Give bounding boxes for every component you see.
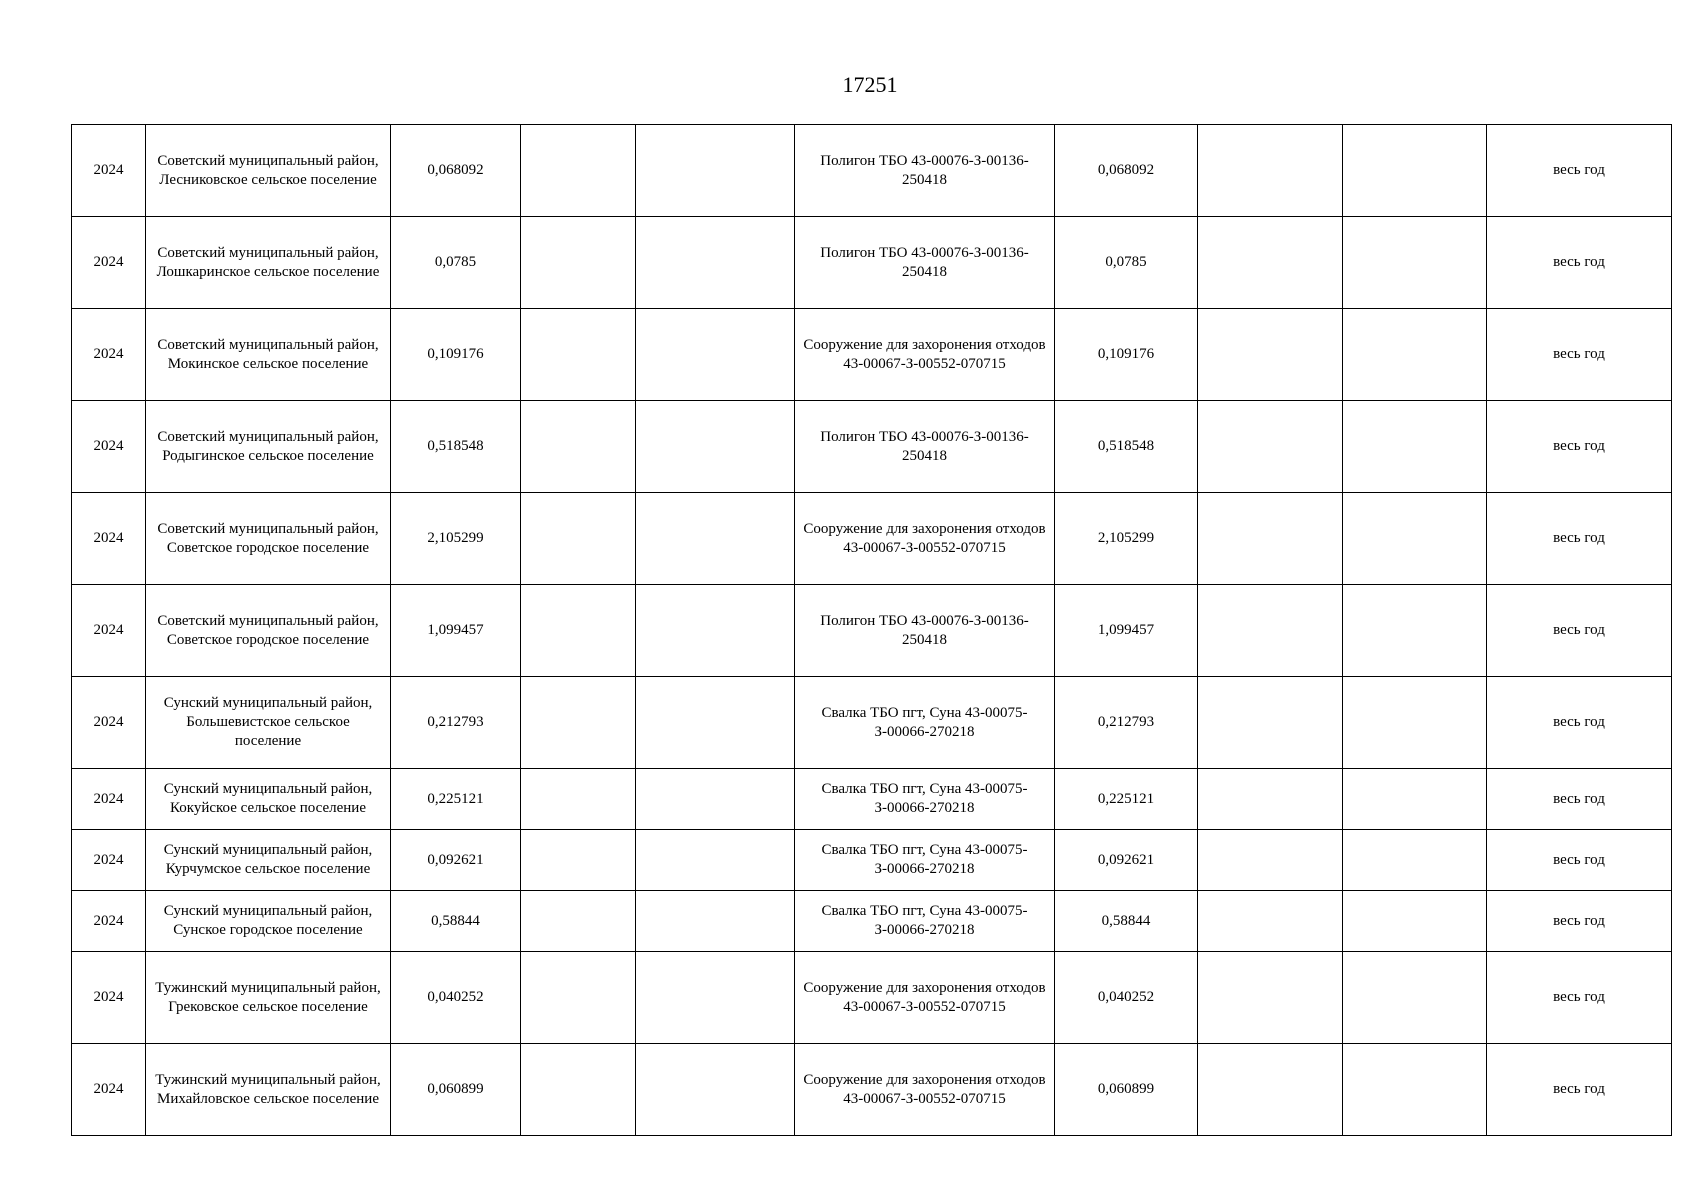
table-row — [72, 217, 1672, 309]
cell-territory: Сунский муниципальный район, Курчумское сельское поселение — [146, 830, 391, 891]
cell-period: весь год — [1487, 769, 1672, 830]
cell-period: весь год — [1487, 952, 1672, 1044]
cell-year: 2024 — [72, 830, 146, 891]
cell-empty — [636, 891, 795, 952]
cell-facility: Свалка ТБО пгт, Суна 43-00075-З-00066-270218 — [795, 830, 1055, 891]
cell-empty — [521, 585, 636, 677]
cell-period: весь год — [1487, 891, 1672, 952]
table-row — [72, 585, 1672, 677]
cell-empty — [1198, 677, 1343, 769]
cell-facility: Сооружение для захоронения отходов 43-00067-З-00552-070715 — [795, 309, 1055, 401]
cell-empty — [636, 401, 795, 493]
table-row — [72, 952, 1672, 1044]
cell-volume-facility: 0,092621 — [1055, 830, 1198, 891]
table-row — [72, 677, 1672, 769]
cell-year: 2024 — [72, 309, 146, 401]
cell-facility: Сооружение для захоронения отходов 43-00067-З-00552-070715 — [795, 493, 1055, 585]
cell-empty — [1198, 585, 1343, 677]
cell-empty — [1198, 769, 1343, 830]
cell-empty — [636, 125, 795, 217]
cell-facility: Полигон ТБО 43-00076-З-00136-250418 — [795, 217, 1055, 309]
cell-empty — [1198, 309, 1343, 401]
cell-period: весь год — [1487, 217, 1672, 309]
cell-volume: 1,099457 — [391, 585, 521, 677]
data-table — [71, 124, 1672, 1136]
cell-empty — [1343, 891, 1487, 952]
cell-volume: 0,060899 — [391, 1044, 521, 1136]
cell-facility: Свалка ТБО пгт, Суна 43-00075-З-00066-270218 — [795, 891, 1055, 952]
cell-volume: 2,105299 — [391, 493, 521, 585]
table-row — [72, 769, 1672, 830]
cell-empty — [521, 1044, 636, 1136]
cell-empty — [1198, 401, 1343, 493]
cell-empty — [521, 309, 636, 401]
cell-empty — [521, 125, 636, 217]
cell-year: 2024 — [72, 217, 146, 309]
cell-volume-facility: 0,518548 — [1055, 401, 1198, 493]
table-row — [72, 830, 1672, 891]
cell-volume-facility: 1,099457 — [1055, 585, 1198, 677]
cell-territory: Советский муниципальный район, Советское городское поселение — [146, 493, 391, 585]
cell-volume: 0,068092 — [391, 125, 521, 217]
table-body — [72, 125, 1672, 1136]
cell-volume-facility: 0,040252 — [1055, 952, 1198, 1044]
cell-empty — [636, 217, 795, 309]
cell-empty — [1198, 493, 1343, 585]
cell-empty — [1343, 401, 1487, 493]
cell-empty — [636, 952, 795, 1044]
cell-period: весь год — [1487, 493, 1672, 585]
cell-empty — [1343, 952, 1487, 1044]
cell-facility: Свалка ТБО пгт, Суна 43-00075-З-00066-270218 — [795, 769, 1055, 830]
page-number: 17251 — [842, 72, 898, 97]
cell-empty — [1198, 1044, 1343, 1136]
cell-empty — [636, 493, 795, 585]
cell-empty — [636, 585, 795, 677]
cell-volume: 0,225121 — [391, 769, 521, 830]
table-row — [72, 125, 1672, 217]
cell-volume-facility: 0,225121 — [1055, 769, 1198, 830]
cell-territory: Тужинский муниципальный район, Грековское сельское поселение — [146, 952, 391, 1044]
cell-period: весь год — [1487, 585, 1672, 677]
cell-volume-facility: 2,105299 — [1055, 493, 1198, 585]
cell-facility: Свалка ТБО пгт, Суна 43-00075-З-00066-270218 — [795, 677, 1055, 769]
cell-empty — [1343, 585, 1487, 677]
cell-empty — [1343, 309, 1487, 401]
cell-year: 2024 — [72, 677, 146, 769]
cell-year: 2024 — [72, 401, 146, 493]
cell-facility: Сооружение для захоронения отходов 43-00067-З-00552-070715 — [795, 1044, 1055, 1136]
cell-period: весь год — [1487, 677, 1672, 769]
cell-territory: Советский муниципальный район, Родыгинское сельское поселение — [146, 401, 391, 493]
cell-year: 2024 — [72, 891, 146, 952]
cell-empty — [636, 677, 795, 769]
cell-volume-facility: 0,109176 — [1055, 309, 1198, 401]
cell-empty — [1343, 677, 1487, 769]
cell-territory: Советский муниципальный район, Лошкаринское сельское поселение — [146, 217, 391, 309]
cell-period: весь год — [1487, 125, 1672, 217]
cell-facility: Полигон ТБО 43-00076-З-00136-250418 — [795, 125, 1055, 217]
cell-facility: Полигон ТБО 43-00076-З-00136-250418 — [795, 401, 1055, 493]
cell-territory: Сунский муниципальный район, Кокуйское сельское поселение — [146, 769, 391, 830]
cell-empty — [521, 830, 636, 891]
cell-volume-facility: 0,0785 — [1055, 217, 1198, 309]
cell-period: весь год — [1487, 830, 1672, 891]
cell-volume: 0,040252 — [391, 952, 521, 1044]
cell-year: 2024 — [72, 769, 146, 830]
cell-year: 2024 — [72, 952, 146, 1044]
cell-empty — [1198, 891, 1343, 952]
cell-year: 2024 — [72, 493, 146, 585]
cell-empty — [1343, 493, 1487, 585]
cell-empty — [1198, 217, 1343, 309]
cell-empty — [521, 952, 636, 1044]
cell-empty — [1343, 217, 1487, 309]
table-row — [72, 1044, 1672, 1136]
cell-year: 2024 — [72, 125, 146, 217]
cell-period: весь год — [1487, 309, 1672, 401]
table-row — [72, 309, 1672, 401]
cell-territory: Советский муниципальный район, Лесниковское сельское поселение — [146, 125, 391, 217]
cell-volume: 0,58844 — [391, 891, 521, 952]
cell-volume-facility: 0,58844 — [1055, 891, 1198, 952]
cell-facility: Полигон ТБО 43-00076-З-00136-250418 — [795, 585, 1055, 677]
cell-territory: Сунский муниципальный район, Сунское городское поселение — [146, 891, 391, 952]
cell-year: 2024 — [72, 585, 146, 677]
cell-territory: Советский муниципальный район, Мокинское сельское поселение — [146, 309, 391, 401]
table-row — [72, 493, 1672, 585]
cell-empty — [1343, 125, 1487, 217]
cell-volume-facility: 0,212793 — [1055, 677, 1198, 769]
cell-empty — [1343, 769, 1487, 830]
cell-empty — [521, 401, 636, 493]
cell-territory: Тужинский муниципальный район, Михайловское сельское поселение — [146, 1044, 391, 1136]
cell-period: весь год — [1487, 401, 1672, 493]
cell-volume-facility: 0,060899 — [1055, 1044, 1198, 1136]
cell-volume: 0,0785 — [391, 217, 521, 309]
cell-empty — [636, 830, 795, 891]
cell-empty — [636, 309, 795, 401]
cell-empty — [636, 1044, 795, 1136]
cell-period: весь год — [1487, 1044, 1672, 1136]
cell-empty — [521, 891, 636, 952]
cell-empty — [636, 769, 795, 830]
table-row — [72, 401, 1672, 493]
cell-empty — [521, 769, 636, 830]
cell-empty — [1198, 125, 1343, 217]
cell-volume: 0,092621 — [391, 830, 521, 891]
cell-territory: Сунский муниципальный район, Большевистское сельское поселение — [146, 677, 391, 769]
cell-empty — [1198, 830, 1343, 891]
table-row — [72, 891, 1672, 952]
cell-volume: 0,518548 — [391, 401, 521, 493]
cell-year: 2024 — [72, 1044, 146, 1136]
cell-empty — [1198, 952, 1343, 1044]
cell-empty — [521, 217, 636, 309]
cell-volume-facility: 0,068092 — [1055, 125, 1198, 217]
cell-territory: Советский муниципальный район, Советское городское поселение — [146, 585, 391, 677]
cell-volume: 0,212793 — [391, 677, 521, 769]
cell-empty — [1343, 830, 1487, 891]
cell-empty — [521, 677, 636, 769]
cell-empty — [521, 493, 636, 585]
cell-volume: 0,109176 — [391, 309, 521, 401]
cell-facility: Сооружение для захоронения отходов 43-00067-З-00552-070715 — [795, 952, 1055, 1044]
cell-empty — [1343, 1044, 1487, 1136]
